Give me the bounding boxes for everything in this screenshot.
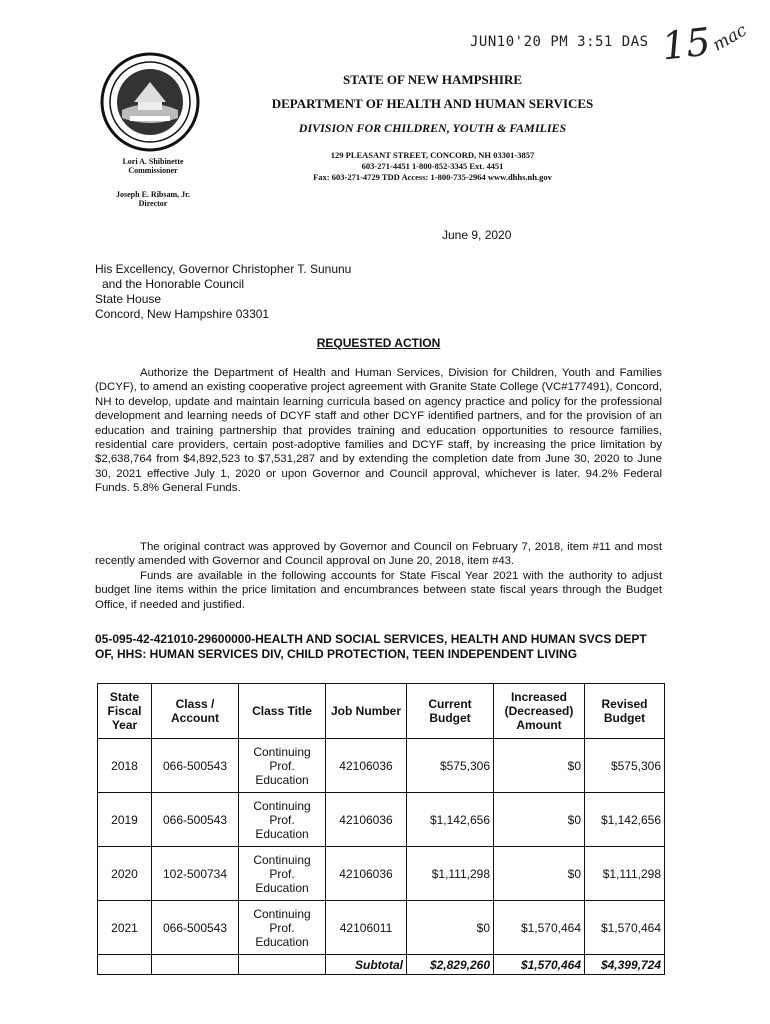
subtotal-row (98, 955, 665, 975)
address-line: 129 PLEASANT STREET, CONCORD, NH 03301-3857 (330, 150, 535, 160)
column-header: Increased (Decreased) Amount (494, 684, 585, 739)
department-name: DEPARTMENT OF HEALTH AND HUMAN SERVICES (271, 96, 594, 111)
change-amount-cell: $0 (494, 739, 585, 793)
addressee-line: His Excellency, Governor Christopher T. Sununu (95, 262, 352, 276)
class-account-cell: 102-500734 (152, 847, 239, 901)
class-title-cell: Continuing Prof. Education (239, 793, 326, 847)
empty-cell (239, 955, 326, 975)
division-name: DIVISION FOR CHILDREN, YOUTH & FAMILIES (298, 121, 567, 135)
fiscal-year-cell: 2020 (98, 847, 152, 901)
class-title-cell: Continuing Prof. Education (239, 847, 326, 901)
official-title: Director (138, 199, 168, 208)
current-budget-cell: $1,111,298 (407, 847, 494, 901)
official-name: Lori A. Shibinette (122, 157, 184, 166)
class-account-cell: 066-500543 (152, 901, 239, 955)
table-row (98, 739, 665, 793)
addressee-line: and the Honorable Council (102, 277, 245, 291)
paragraph-contract-history (95, 540, 662, 569)
class-title-cell: Continuing Prof. Education (239, 739, 326, 793)
requested-action-heading: REQUESTED ACTION (316, 336, 441, 350)
current-budget-cell: $575,306 (407, 739, 494, 793)
account-heading: 05-095-42-421010-29600000-HEALTH AND SOCIAL SERVICES, HEALTH AND HUMAN SVCS DEPT OF, HHS: HUMAN SERVICES DIV, CHILD PROTECTION, TEEN INDEPENDENT LIVING (95, 632, 647, 661)
class-account-cell: 066-500543 (152, 739, 239, 793)
paragraph-text: Authorize the Department of Health and Human Services, Division for Children, Youth and Families (DCYF), to amend an existing cooperative project agreement with Granite State College (VC#177491), Concord, NH to develop, update and maintain learning curricula based on agency practice and policy for the professional development and learning needs of DCYF staff and other DCYF identified partners, and for the provision of an education and training partnership that provides training and education opportunities to resource families, residential care providers, certain post-adoptive families and DCYF staff, by increasing the price limitation by $2,638,764 from $4,892,523 to $7,531,287 and by extending the completion date from June 30, 2020 to June 30, 2021 effective July 1, 2020 or upon Governor and Council approval, whichever is later. 94.2% Federal Funds. 5.8% General Funds. (95, 367, 662, 495)
contact-address (260, 150, 605, 183)
state-name: STATE OF NEW HAMPSHIRE (342, 72, 523, 87)
column-header: Class / Account (152, 684, 239, 739)
empty-cell (152, 955, 239, 975)
commissioner-block (98, 157, 208, 175)
paragraph-text: The original contract was approved by Governor and Council on February 7, 2018, item #11 and most recently amended with Governor and Council approval on June 20, 2018, item #43. (95, 541, 662, 568)
fiscal-year-cell: 2019 (98, 793, 152, 847)
revised-budget-cell: $1,111,298 (585, 847, 665, 901)
official-name: Joseph E. Ribsam, Jr. (116, 190, 190, 199)
class-title-cell: Continuing Prof. Education (239, 901, 326, 955)
official-title: Commissioner (128, 166, 178, 175)
job-number-cell: 42106036 (326, 793, 407, 847)
paragraph-authorization (95, 366, 662, 496)
table-header-row (98, 684, 665, 739)
budget-table (97, 683, 665, 975)
revised-budget-cell: $575,306 (585, 739, 665, 793)
change-amount-cell: $1,570,464 (494, 901, 585, 955)
column-header: Current Budget (407, 684, 494, 739)
subtotal-current: $2,829,260 (407, 955, 494, 975)
job-number-cell: 42106036 (326, 847, 407, 901)
column-header: Job Number (326, 684, 407, 739)
addressee-block (95, 262, 351, 322)
fax-line: Fax: 603-271-4729 TDD Access: 1-800-735-2964 www.dhhs.nh.gov (313, 172, 552, 182)
addressee-line: Concord, New Hampshire 03301 (95, 307, 270, 321)
phone-line: 603-271-4451 1-800-852-3345 Ext. 4451 (361, 161, 504, 171)
handwritten-item-number: 15 (659, 19, 713, 69)
state-seal-icon (100, 52, 200, 152)
job-number-cell: 42106036 (326, 739, 407, 793)
change-amount-cell: $0 (494, 847, 585, 901)
current-budget-cell: $1,142,656 (407, 793, 494, 847)
fiscal-year-cell: 2021 (98, 901, 152, 955)
class-account-cell: 066-500543 (152, 793, 239, 847)
table-row (98, 847, 665, 901)
paragraph-text: Funds are available in the following accounts for State Fiscal Year 2021 with the authority to adjust budget line items within the price limitation and encumbrances between state fiscal years through the Budget Office, if needed and justified. (95, 570, 662, 611)
empty-cell (98, 955, 152, 975)
revised-budget-cell: $1,570,464 (585, 901, 665, 955)
director-block (98, 190, 208, 208)
table-row (98, 793, 665, 847)
addressee-line: State House (95, 292, 162, 306)
job-number-cell: 42106011 (326, 901, 407, 955)
fiscal-year-cell: 2018 (98, 739, 152, 793)
subtotal-change: $1,570,464 (494, 955, 585, 975)
handwritten-initials: mac (709, 20, 751, 56)
paragraph-funding (95, 569, 662, 612)
table-row (98, 901, 665, 955)
column-header: State Fiscal Year (98, 684, 152, 739)
subtotal-revised: $4,399,724 (585, 955, 665, 975)
received-stamp: JUN10'20 PM 3:51 DAS (470, 34, 649, 50)
letter-date: June 9, 2020 (442, 228, 512, 242)
subtotal-label: Subtotal (326, 955, 407, 975)
column-header: Revised Budget (585, 684, 665, 739)
column-header: Class Title (239, 684, 326, 739)
current-budget-cell: $0 (407, 901, 494, 955)
revised-budget-cell: $1,142,656 (585, 793, 665, 847)
change-amount-cell: $0 (494, 793, 585, 847)
